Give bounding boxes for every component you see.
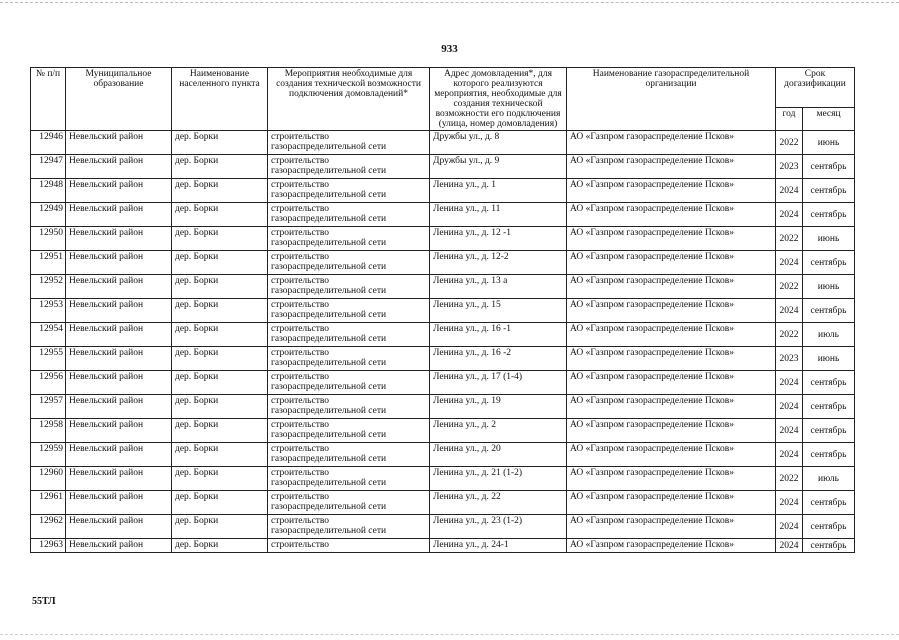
cell-locality: дер. Борки: [172, 299, 268, 323]
page-number: 933: [441, 43, 458, 55]
cell-locality: дер. Борки: [172, 155, 268, 179]
cell-year: 2022: [776, 227, 803, 251]
cell-address: Ленина ул., д. 22: [430, 491, 567, 515]
cell-address: Ленина ул., д. 23 (1-2): [430, 515, 567, 539]
cell-municipality: Невельский район: [66, 203, 172, 227]
cell-municipality: Невельский район: [66, 275, 172, 299]
cell-num: 12947: [31, 155, 66, 179]
cell-month: сентябрь: [803, 371, 855, 395]
table-row: [31, 395, 855, 419]
cell-org: АО «Газпром газораспределение Псков»: [567, 515, 776, 539]
cell-org: АО «Газпром газораспределение Псков»: [567, 299, 776, 323]
cell-municipality: Невельский район: [66, 419, 172, 443]
cell-org: АО «Газпром газораспределение Псков»: [567, 323, 776, 347]
table-row: [31, 323, 855, 347]
cell-num: 12957: [31, 395, 66, 419]
cell-locality: дер. Борки: [172, 443, 268, 467]
cell-month: июнь: [803, 227, 855, 251]
cell-num: 12959: [31, 443, 66, 467]
cell-month: сентябрь: [803, 395, 855, 419]
cell-year: 2024: [776, 443, 803, 467]
cell-month: сентябрь: [803, 539, 855, 553]
cell-address: Ленина ул., д. 21 (1-2): [430, 467, 567, 491]
cell-year: 2022: [776, 323, 803, 347]
cell-address: Ленина ул., д. 1: [430, 179, 567, 203]
cell-measure: строительство газораспределительной сети: [268, 251, 430, 275]
table-row: [31, 347, 855, 371]
header-deadline: Срок догазификации: [776, 68, 855, 108]
header-num: № п/п: [31, 68, 66, 131]
table-row: [31, 155, 855, 179]
cell-locality: дер. Борки: [172, 467, 268, 491]
table-header: [31, 68, 855, 131]
cell-address: Ленина ул., д. 12-2: [430, 251, 567, 275]
table-row: [31, 515, 855, 539]
header-year: год: [776, 108, 803, 131]
cell-measure: строительство газораспределительной сети: [268, 443, 430, 467]
cell-year: 2024: [776, 203, 803, 227]
cell-org: АО «Газпром газораспределение Псков»: [567, 443, 776, 467]
cell-measure: строительство газораспределительной сети: [268, 419, 430, 443]
cell-num: 12953: [31, 299, 66, 323]
table-row: [31, 179, 855, 203]
cell-locality: дер. Борки: [172, 371, 268, 395]
cell-measure: строительство газораспределительной сети: [268, 299, 430, 323]
cell-municipality: Невельский район: [66, 347, 172, 371]
cell-org: АО «Газпром газораспределение Псков»: [567, 203, 776, 227]
cell-num: 12948: [31, 179, 66, 203]
cell-num: 12946: [31, 131, 66, 155]
cell-year: 2023: [776, 347, 803, 371]
cell-address: Дружбы ул., д. 9: [430, 155, 567, 179]
cell-month: сентябрь: [803, 419, 855, 443]
cell-org: АО «Газпром газораспределение Псков»: [567, 395, 776, 419]
cell-municipality: Невельский район: [66, 539, 172, 553]
cell-num: 12954: [31, 323, 66, 347]
gasification-table: [30, 67, 855, 553]
cell-num: 12951: [31, 251, 66, 275]
cell-municipality: Невельский район: [66, 323, 172, 347]
cell-num: 12960: [31, 467, 66, 491]
cell-municipality: Невельский район: [66, 227, 172, 251]
cell-num: 12949: [31, 203, 66, 227]
cell-locality: дер. Борки: [172, 203, 268, 227]
cell-year: 2024: [776, 179, 803, 203]
cell-measure: строительство газораспределительной сети: [268, 395, 430, 419]
cell-month: июнь: [803, 275, 855, 299]
cell-locality: дер. Борки: [172, 179, 268, 203]
cell-year: 2023: [776, 155, 803, 179]
cell-municipality: Невельский район: [66, 491, 172, 515]
table-row: [31, 203, 855, 227]
cell-month: сентябрь: [803, 179, 855, 203]
scan-edge-bottom: [0, 634, 899, 636]
table-body: [31, 131, 855, 553]
table-row: [31, 419, 855, 443]
cell-measure: строительство: [268, 539, 430, 553]
table-row: [31, 227, 855, 251]
cell-address: Дружбы ул., д. 8: [430, 131, 567, 155]
cell-month: сентябрь: [803, 299, 855, 323]
cell-org: АО «Газпром газораспределение Псков»: [567, 467, 776, 491]
cell-org: АО «Газпром газораспределение Псков»: [567, 131, 776, 155]
cell-measure: строительство газораспределительной сети: [268, 155, 430, 179]
cell-year: 2024: [776, 419, 803, 443]
cell-address: Ленина ул., д. 16 -2: [430, 347, 567, 371]
cell-org: АО «Газпром газораспределение Псков»: [567, 419, 776, 443]
cell-measure: строительство газораспределительной сети: [268, 323, 430, 347]
cell-measure: строительство газораспределительной сети: [268, 203, 430, 227]
cell-num: 12958: [31, 419, 66, 443]
cell-num: 12962: [31, 515, 66, 539]
header-locality: Наименование населенного пункта: [172, 68, 268, 131]
cell-num: 12950: [31, 227, 66, 251]
cell-municipality: Невельский район: [66, 371, 172, 395]
cell-address: Ленина ул., д. 15: [430, 299, 567, 323]
cell-locality: дер. Борки: [172, 323, 268, 347]
cell-measure: строительство газораспределительной сети: [268, 515, 430, 539]
cell-month: сентябрь: [803, 443, 855, 467]
cell-municipality: Невельский район: [66, 515, 172, 539]
cell-locality: дер. Борки: [172, 227, 268, 251]
cell-measure: строительство газораспределительной сети: [268, 347, 430, 371]
cell-org: АО «Газпром газораспределение Псков»: [567, 347, 776, 371]
table-row: [31, 467, 855, 491]
cell-org: АО «Газпром газораспределение Псков»: [567, 155, 776, 179]
table-row: [31, 275, 855, 299]
cell-municipality: Невельский район: [66, 467, 172, 491]
cell-year: 2022: [776, 131, 803, 155]
cell-municipality: Невельский район: [66, 443, 172, 467]
cell-address: Ленина ул., д. 16 -1: [430, 323, 567, 347]
cell-locality: дер. Борки: [172, 515, 268, 539]
header-address: Адрес домовладения*, для которого реализуются мероприятия, необходимые для создания технической возможности его подключения (улица, номер домовладения): [430, 68, 567, 131]
cell-num: 12961: [31, 491, 66, 515]
cell-address: Ленина ул., д. 24-1: [430, 539, 567, 553]
cell-num: 12952: [31, 275, 66, 299]
cell-year: 2024: [776, 299, 803, 323]
cell-municipality: Невельский район: [66, 179, 172, 203]
cell-municipality: Невельский район: [66, 395, 172, 419]
cell-year: 2022: [776, 275, 803, 299]
table-row: [31, 539, 855, 553]
cell-year: 2024: [776, 251, 803, 275]
cell-org: АО «Газпром газораспределение Псков»: [567, 275, 776, 299]
cell-month: сентябрь: [803, 203, 855, 227]
cell-month: сентябрь: [803, 251, 855, 275]
cell-measure: строительство газораспределительной сети: [268, 131, 430, 155]
cell-org: АО «Газпром газораспределение Псков»: [567, 227, 776, 251]
scan-edge-top: [0, 2, 899, 4]
cell-org: АО «Газпром газораспределение Псков»: [567, 251, 776, 275]
cell-address: Ленина ул., д. 17 (1-4): [430, 371, 567, 395]
cell-month: сентябрь: [803, 155, 855, 179]
cell-locality: дер. Борки: [172, 491, 268, 515]
cell-municipality: Невельский район: [66, 251, 172, 275]
cell-locality: дер. Борки: [172, 395, 268, 419]
cell-year: 2022: [776, 467, 803, 491]
cell-year: 2024: [776, 539, 803, 553]
footer-code: 55ТЛ: [32, 596, 56, 607]
table-row: [31, 443, 855, 467]
table-row: [31, 131, 855, 155]
cell-address: Ленина ул., д. 13 а: [430, 275, 567, 299]
cell-locality: дер. Борки: [172, 539, 268, 553]
cell-measure: строительство газораспределительной сети: [268, 491, 430, 515]
cell-municipality: Невельский район: [66, 299, 172, 323]
cell-year: 2024: [776, 491, 803, 515]
cell-month: сентябрь: [803, 515, 855, 539]
cell-month: июнь: [803, 131, 855, 155]
cell-address: Ленина ул., д. 11: [430, 203, 567, 227]
cell-locality: дер. Борки: [172, 251, 268, 275]
cell-month: июль: [803, 323, 855, 347]
cell-num: 12963: [31, 539, 66, 553]
cell-year: 2024: [776, 395, 803, 419]
cell-org: АО «Газпром газораспределение Псков»: [567, 491, 776, 515]
cell-municipality: Невельский район: [66, 155, 172, 179]
cell-address: Ленина ул., д. 2: [430, 419, 567, 443]
cell-measure: строительство газораспределительной сети: [268, 467, 430, 491]
cell-measure: строительство газораспределительной сети: [268, 227, 430, 251]
cell-org: АО «Газпром газораспределение Псков»: [567, 371, 776, 395]
cell-num: 12956: [31, 371, 66, 395]
cell-municipality: Невельский район: [66, 131, 172, 155]
table-row: [31, 251, 855, 275]
cell-measure: строительство газораспределительной сети: [268, 371, 430, 395]
cell-month: июль: [803, 467, 855, 491]
cell-address: Ленина ул., д. 20: [430, 443, 567, 467]
header-municipality: Муниципальное образование: [66, 68, 172, 131]
cell-address: Ленина ул., д. 19: [430, 395, 567, 419]
cell-year: 2024: [776, 515, 803, 539]
cell-locality: дер. Борки: [172, 347, 268, 371]
header-organization: Наименование газораспределительной организации: [567, 68, 776, 131]
header-measures: Мероприятия необходимые для создания технической возможности подключения домовладений*: [268, 68, 430, 131]
header-month: месяц: [803, 108, 855, 131]
cell-measure: строительство газораспределительной сети: [268, 275, 430, 299]
table-row: [31, 491, 855, 515]
cell-locality: дер. Борки: [172, 131, 268, 155]
cell-year: 2024: [776, 371, 803, 395]
cell-measure: строительство газораспределительной сети: [268, 179, 430, 203]
cell-month: июнь: [803, 347, 855, 371]
cell-address: Ленина ул., д. 12 -1: [430, 227, 567, 251]
table-row: [31, 371, 855, 395]
cell-locality: дер. Борки: [172, 275, 268, 299]
cell-num: 12955: [31, 347, 66, 371]
cell-org: АО «Газпром газораспределение Псков»: [567, 179, 776, 203]
cell-org: АО «Газпром газораспределение Псков»: [567, 539, 776, 553]
cell-locality: дер. Борки: [172, 419, 268, 443]
cell-month: сентябрь: [803, 491, 855, 515]
table-row: [31, 299, 855, 323]
